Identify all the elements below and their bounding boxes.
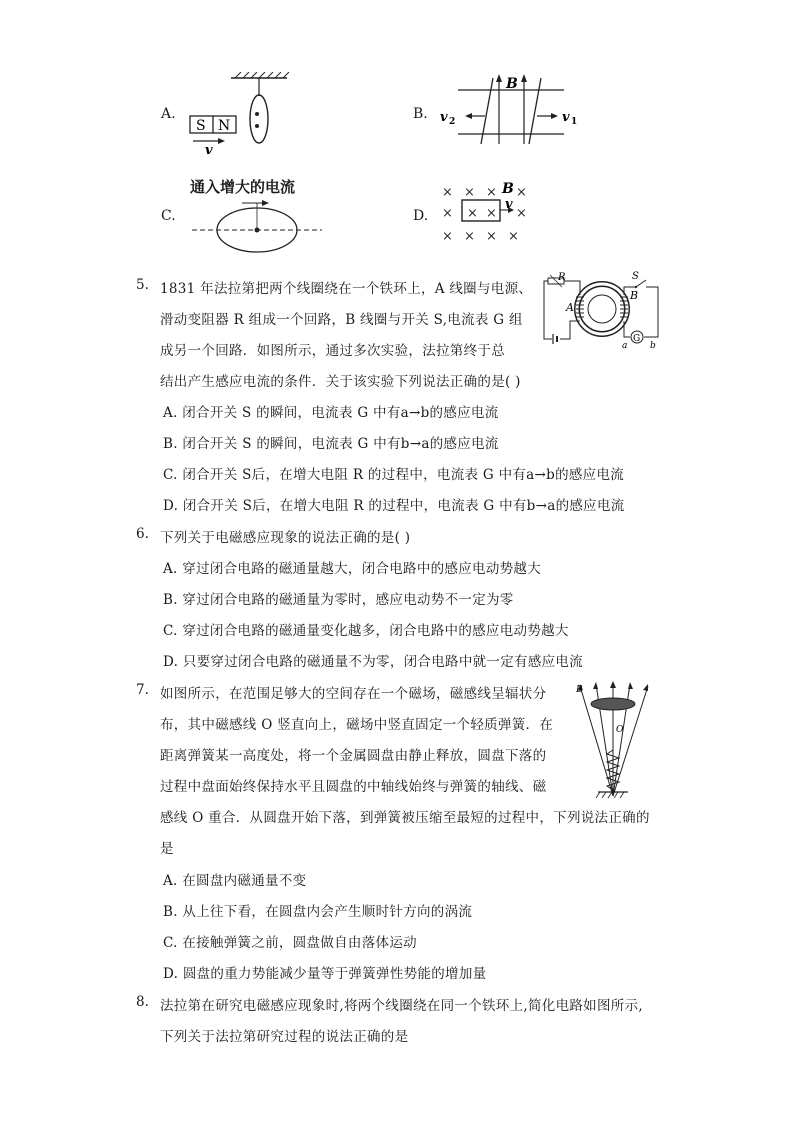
figure-q5-iron-ring-circuit [540,271,665,349]
question-6-choice-a[interactable]: A. 穿过闭合电路的磁通量越大，闭合电路中的感应电动势越大 [163,561,542,577]
v1-subscript: 1 [571,117,578,127]
question-5-choice-a[interactable]: A. 闭合开关 S 的瞬间，电流表 G 中有a→b的感应电流 [163,405,499,421]
v2-label: v [440,110,448,125]
option-d-label: D. [413,208,429,224]
question-6-choice-c[interactable]: C. 穿过闭合电路的磁通量变化越多，闭合电路中的感应电动势越大 [163,623,569,639]
question-5-choice-c[interactable]: C. 闭合开关 S后，在增大电阻 R 的过程中，电流表 G 中有a→b的感应电流 [163,467,625,483]
svg-text:×: × [442,206,453,221]
q5-galvanometer-label: G [633,334,641,344]
question-7-number: 7. [136,682,149,698]
svg-text:×: × [516,185,527,200]
question-8-stem-line: 下列关于法拉第研究过程的说法正确的是 [160,1029,409,1045]
question-7-choice-d[interactable]: D. 圆盘的重力势能减少量等于弹簧弹性势能的增加量 [163,966,487,982]
v1-label: v [562,110,570,125]
question-8-stem-line: 法拉第在研究电磁感应现象时,将两个线圈绕在同一个铁环上,简化电路如图所示, [160,998,643,1014]
question-5-stem-line: 成另一个回路．如图所示，通过多次实验，法拉第终于总 [160,343,505,359]
question-6-choice-d[interactable]: D. 只要穿过闭合电路的磁通量不为零，闭合电路中就一定有感应电流 [163,654,584,670]
figure-c-wire-loop [190,196,325,256]
question-7-stem-line: 如图所示，在范围足够大的空间存在一个磁场，磁感线呈辐状分 [160,686,547,702]
field-b-label-d: B [502,181,514,197]
q5-resistor-label: R [558,272,566,283]
question-7-stem-line: 是 [160,841,174,857]
question-5-choice-b[interactable]: B. 闭合开关 S 的瞬间，电流表 G 中有b→a的感应电流 [163,436,499,452]
magnet-n-label: N [218,118,231,134]
svg-text:×: × [442,229,453,244]
svg-text:×: × [486,206,497,221]
svg-text:×: × [464,185,475,200]
q5-terminal-b: b [650,341,656,349]
figure-q7-radial-field-spring [568,680,658,800]
magnet-s-label: S [196,118,206,134]
question-5-stem-line: 结出产生感应电流的条件．关于该实验下列说法正确的是( ) [160,374,521,390]
q5-switch-label: S [632,271,639,282]
velocity-label: v [205,143,213,158]
svg-text:×: × [467,206,478,221]
question-6-number: 6. [136,526,149,542]
svg-text:×: × [516,206,527,221]
v2-subscript: 2 [449,117,456,127]
figure-a-magnet-coil [183,72,293,162]
question-7-stem-line: 布，其中磁感线 O 竖直向上，磁场中竖直固定一个轻质弹簧．在 [160,717,554,733]
question-5-stem-line: 滑动变阻器 R 组成一个回路，B 线圈与开关 S,电流表 G 组 [160,312,523,328]
q5-coil-a-label: A [566,301,574,314]
field-b-label: B [506,76,518,92]
question-7-choice-a[interactable]: A. 在圆盘内磁通量不变 [163,873,307,889]
svg-text:×: × [508,229,519,244]
question-7-stem-line: 感线 O 重合．从圆盘开始下落，到弹簧被压缩至最短的过程中，下列说法正确的 [160,810,650,826]
option-a-label: A. [161,106,176,122]
question-8-number: 8. [136,994,149,1010]
figure-d-field-loop [436,176,536,246]
q5-coil-b-label: B [630,289,639,302]
svg-text:×: × [442,185,453,200]
question-7-choice-b[interactable]: B. 从上往下看，在圆盘内会产生顺时针方向的涡流 [163,904,473,920]
q7-field-b-label: B [576,685,583,695]
question-6-stem: 下列关于电磁感应现象的说法正确的是( ) [160,530,411,546]
option-c-label: C. [161,208,176,224]
q7-line-o-label: O [616,725,624,735]
q5-terminal-a: a [622,341,628,349]
question-7-stem-line: 过程中盘面始终保持水平且圆盘的中轴线始终与弹簧的轴线、磁 [160,779,547,795]
svg-text:×: × [486,185,497,200]
option-b-label: B. [413,106,428,122]
question-5-stem-line: 1831 年法拉第把两个线圈绕在一个铁环上，A 线圈与电源、 [160,281,533,297]
question-5-number: 5. [136,277,149,293]
figure-c-title: 通入增大的电流 [190,178,296,196]
question-5-choice-d[interactable]: D. 闭合开关 S后，在增大电阻 R 的过程中，电流表 G 中有b→a的感应电流 [163,498,625,514]
figure-b-rails [436,72,586,152]
velocity-label-d: v [505,197,513,212]
svg-text:×: × [486,229,497,244]
svg-text:×: × [464,229,475,244]
question-7-stem-line: 距离弹簧某一高度处，将一个金属圆盘由静止释放，圆盘下落的 [160,748,547,764]
question-7-choice-c[interactable]: C. 在接触弹簧之前，圆盘做自由落体运动 [163,935,417,951]
question-6-choice-b[interactable]: B. 穿过闭合电路的磁通量为零时，感应电动势不一定为零 [163,592,514,608]
